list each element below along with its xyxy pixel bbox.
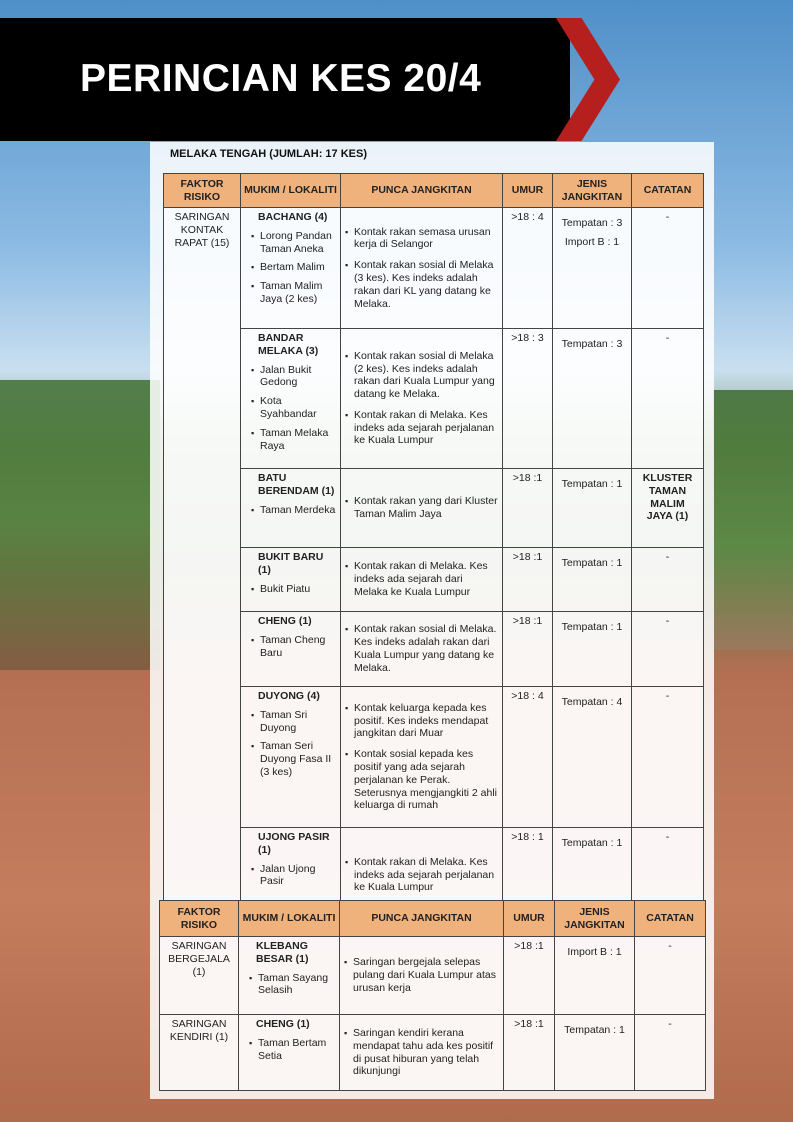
bullet-icon: ▪: [251, 262, 255, 273]
col-header-faktor: FAKTOR RISIKO: [160, 901, 239, 937]
jenis-item: Tempatan : 1: [561, 557, 623, 569]
bullet-icon: ▪: [251, 364, 255, 375]
jenis-item: Tempatan : 3: [561, 217, 623, 229]
location-text: Taman Sri Duyong: [260, 708, 308, 734]
location-item: [245, 634, 336, 660]
location-item: [245, 230, 336, 256]
bullet-icon: ▪: [251, 230, 255, 241]
punca-item: [345, 226, 498, 252]
table-row: [164, 469, 704, 548]
col-header-jenis: JENIS JANGKITAN: [555, 901, 635, 937]
location-item: [243, 972, 335, 998]
punca-text: Kontak keluarga kepada kes positif. Kes indeks mendapat jangkitan dari Muar: [354, 701, 489, 740]
punca-text: Kontak rakan sosial di Melaka. Kes indeks adalah rakan dari Kuala Lumpur yang datang ke Melaka.: [354, 623, 497, 674]
background-trees-left: [0, 380, 160, 670]
col-header-faktor: FAKTOR RISIKO: [164, 174, 241, 208]
jenis-item: Tempatan : 1: [561, 837, 623, 849]
background-trees-right: [713, 390, 793, 650]
punca-text: Kontak sosial kepada kes positif yang ada sejarah perjalanan ke Perak. Seterusnya mengjangkiti 2 ahli keluarga di rumah: [354, 748, 498, 812]
bullet-icon: ▪: [251, 709, 255, 720]
mukim-name: UJONG PASIR (1): [258, 831, 330, 856]
jenis-cell: [553, 329, 632, 469]
bullet-icon: ▪: [344, 957, 348, 968]
punca-item: [345, 409, 498, 447]
jenis-item: Tempatan : 4: [561, 696, 623, 708]
bullet-icon: ▪: [345, 409, 349, 420]
punca-cell: [341, 208, 503, 329]
table-row: [164, 329, 704, 469]
umur-cell: >18 :1: [503, 612, 553, 687]
catatan-cell: -: [632, 208, 704, 329]
catatan-cell: -: [635, 1015, 706, 1091]
location-item: [243, 1037, 335, 1063]
location-text: Taman Merdeka: [260, 503, 336, 516]
bullet-icon: ▪: [345, 350, 349, 361]
faktor-cell: SARINGAN KONTAK RAPAT (15): [164, 208, 241, 923]
mukim-cell: [239, 1015, 340, 1091]
jenis-item: Tempatan : 1: [564, 1024, 625, 1036]
jenis-item: Tempatan : 3: [561, 338, 623, 350]
location-item: [245, 427, 336, 453]
bullet-icon: ▪: [251, 634, 255, 645]
punca-text: Kontak rakan di Melaka. Kes indeks ada sejarah dari Melaka ke Kuala Lumpur: [354, 560, 488, 598]
mukim-name: CHENG (1): [258, 615, 312, 627]
jenis-cell: [555, 1015, 635, 1091]
col-header-mukim: MUKIM / LOKALITI: [239, 901, 340, 937]
punca-item: [344, 1027, 499, 1078]
umur-cell: >18 : 4: [503, 208, 553, 329]
punca-cell: [341, 329, 503, 469]
section-title: MELAKA TENGAH (JUMLAH: 17 KES): [170, 148, 367, 160]
bullet-icon: ▪: [251, 396, 255, 407]
location-text: Taman Cheng Baru: [260, 633, 326, 659]
mukim-name: BACHANG (4): [258, 211, 328, 223]
punca-cell: [341, 548, 503, 612]
punca-item: [345, 350, 498, 401]
table1-header-row: [164, 174, 704, 208]
mukim-cell: [241, 329, 341, 469]
punca-text: Kontak rakan di Melaka. Kes indeks ada sejarah perjalanan ke Kuala Lumpur: [354, 855, 495, 894]
catatan-cell: -: [635, 937, 706, 1015]
bullet-icon: ▪: [345, 624, 349, 635]
catatan-cell: -: [632, 828, 704, 923]
col-header-umur: UMUR: [503, 174, 553, 208]
location-item: [245, 280, 336, 306]
bullet-icon: ▪: [251, 863, 255, 874]
punca-text: Kontak rakan semasa urusan kerja di Selangor: [354, 225, 491, 251]
location-item: [245, 583, 336, 596]
faktor-cell: SARINGAN KENDIRI (1): [160, 1015, 239, 1091]
table-row: [164, 208, 704, 329]
col-header-jenis: JENIS JANGKITAN: [553, 174, 632, 208]
bullet-icon: ▪: [345, 856, 349, 867]
jenis-item: Tempatan : 1: [561, 478, 623, 490]
mukim-name: BATU BERENDAM (1): [258, 472, 335, 497]
jenis-cell: [553, 208, 632, 329]
table-row: [160, 1015, 706, 1091]
table2-header-row: [160, 901, 706, 937]
catatan-cell: KLUSTER TAMAN MALIM JAYA (1): [632, 469, 704, 548]
location-item: [245, 395, 336, 421]
punca-item: [345, 748, 498, 812]
punca-text: Kontak rakan yang dari Kluster Taman Malim Jaya: [354, 495, 498, 520]
location-text: Kota Syahbandar: [260, 395, 317, 420]
punca-item: [345, 856, 498, 894]
punca-cell: [341, 687, 503, 828]
location-text: Taman Seri Duyong Fasa II (3 kes): [260, 740, 332, 778]
mukim-cell: [241, 612, 341, 687]
bullet-icon: ▪: [345, 702, 349, 713]
bullet-icon: ▪: [249, 1037, 253, 1048]
bullet-icon: ▪: [345, 226, 349, 237]
bullet-icon: ▪: [345, 561, 349, 572]
table-row: [160, 937, 706, 1015]
mukim-name: DUYONG (4): [258, 690, 320, 702]
location-item: [245, 504, 336, 517]
col-header-catatan: CATATAN: [635, 901, 706, 937]
punca-text: Saringan bergejala selepas pulang dari Kuala Lumpur atas urusan kerja: [353, 956, 497, 994]
catatan-cell: -: [632, 548, 704, 612]
punca-item: [345, 495, 498, 521]
umur-cell: >18 :1: [503, 469, 553, 548]
punca-cell: [340, 1015, 504, 1091]
jenis-cell: [555, 937, 635, 1015]
umur-cell: >18 : 3: [503, 329, 553, 469]
location-text: Taman Bertam Setia: [258, 1036, 327, 1062]
punca-item: [344, 956, 499, 994]
mukim-name: KLEBANG BESAR (1): [256, 940, 309, 965]
faktor-cell: SARINGAN BERGEJALA (1): [160, 937, 239, 1015]
location-text: Lorong Pandan Taman Aneka: [260, 229, 332, 255]
umur-cell: >18 : 1: [503, 828, 553, 923]
punca-item: [345, 702, 498, 740]
punca-item: [345, 623, 498, 674]
punca-text: Kontak rakan sosial di Melaka (2 kes). Kes indeks adalah rakan dari Kuala Lumpur yang datang ke Melaka.: [354, 349, 495, 401]
col-header-mukim: MUKIM / LOKALITI: [241, 174, 341, 208]
location-item: [245, 709, 336, 735]
mukim-cell: [241, 469, 341, 548]
catatan-cell: -: [632, 687, 704, 828]
col-header-catatan: CATATAN: [632, 174, 704, 208]
location-text: Jalan Bukit Gedong: [260, 363, 312, 389]
cases-table-kontak-rapat: [163, 173, 704, 923]
location-item: [245, 364, 336, 390]
bullet-icon: ▪: [249, 972, 253, 983]
location-item: [245, 740, 336, 778]
punca-text: Saringan kendiri kerana mendapat tahu ada kes positif di pusat hiburan yang telah dikunjungi: [353, 1026, 494, 1078]
table-row: [164, 612, 704, 687]
location-text: Taman Melaka Raya: [260, 426, 329, 452]
catatan-cell: -: [632, 612, 704, 687]
page-title: PERINCIAN KES 20/4: [80, 57, 482, 100]
col-header-umur: UMUR: [504, 901, 555, 937]
bullet-icon: ▪: [251, 741, 255, 752]
mukim-cell: [241, 548, 341, 612]
umur-cell: >18 :1: [503, 548, 553, 612]
location-text: Jalan Ujong Pasir: [260, 862, 316, 888]
bullet-icon: ▪: [345, 496, 349, 507]
mukim-name: CHENG (1): [256, 1018, 310, 1030]
punca-item: [345, 560, 498, 598]
jenis-cell: [553, 612, 632, 687]
punca-cell: [340, 937, 504, 1015]
bullet-icon: ▪: [251, 583, 255, 594]
cases-table-saringan: [159, 900, 706, 1091]
bullet-icon: ▪: [345, 260, 349, 271]
table1-clip: [163, 173, 704, 894]
jenis-item: Import B : 1: [564, 235, 620, 248]
jenis-item: Import B : 1: [567, 946, 622, 958]
jenis-cell: [553, 687, 632, 828]
punca-cell: [341, 469, 503, 548]
table-row: [164, 687, 704, 828]
catatan-cell: -: [632, 329, 704, 469]
location-text: Bertam Malim: [260, 261, 325, 274]
bullet-icon: ▪: [251, 504, 255, 515]
jenis-cell: [553, 548, 632, 612]
bullet-icon: ▪: [251, 281, 255, 292]
location-text: Taman Sayang Selasih: [258, 971, 329, 997]
location-text: Taman Malim Jaya (2 kes): [260, 280, 323, 306]
col-header-punca: PUNCA JANGKITAN: [340, 901, 504, 937]
jenis-item: Tempatan : 1: [561, 621, 623, 633]
bullet-icon: ▪: [344, 1027, 348, 1038]
mukim-name: BANDAR MELAKA (3): [258, 332, 319, 357]
mukim-cell: [239, 937, 340, 1015]
col-header-punca: PUNCA JANGKITAN: [341, 174, 503, 208]
mukim-cell: [241, 687, 341, 828]
umur-cell: >18 :1: [504, 1015, 555, 1091]
mukim-cell: [241, 208, 341, 329]
punca-cell: [341, 612, 503, 687]
bullet-icon: ▪: [345, 749, 349, 760]
bullet-icon: ▪: [251, 427, 255, 438]
punca-text: Kontak rakan sosial di Melaka (3 kes). Kes indeks adalah rakan dari KL yang datang ke Melaka.: [354, 259, 494, 310]
jenis-cell: [553, 469, 632, 548]
mukim-name: BUKIT BARU (1): [258, 551, 324, 576]
location-text: Bukit Piatu: [260, 582, 311, 595]
umur-cell: >18 : 4: [503, 687, 553, 828]
table-row: [164, 548, 704, 612]
location-item: [245, 261, 336, 274]
punca-text: Kontak rakan di Melaka. Kes indeks ada sejarah perjalanan ke Kuala Lumpur: [354, 408, 495, 447]
punca-item: [345, 259, 498, 310]
location-item: [245, 863, 336, 889]
umur-cell: >18 :1: [504, 937, 555, 1015]
